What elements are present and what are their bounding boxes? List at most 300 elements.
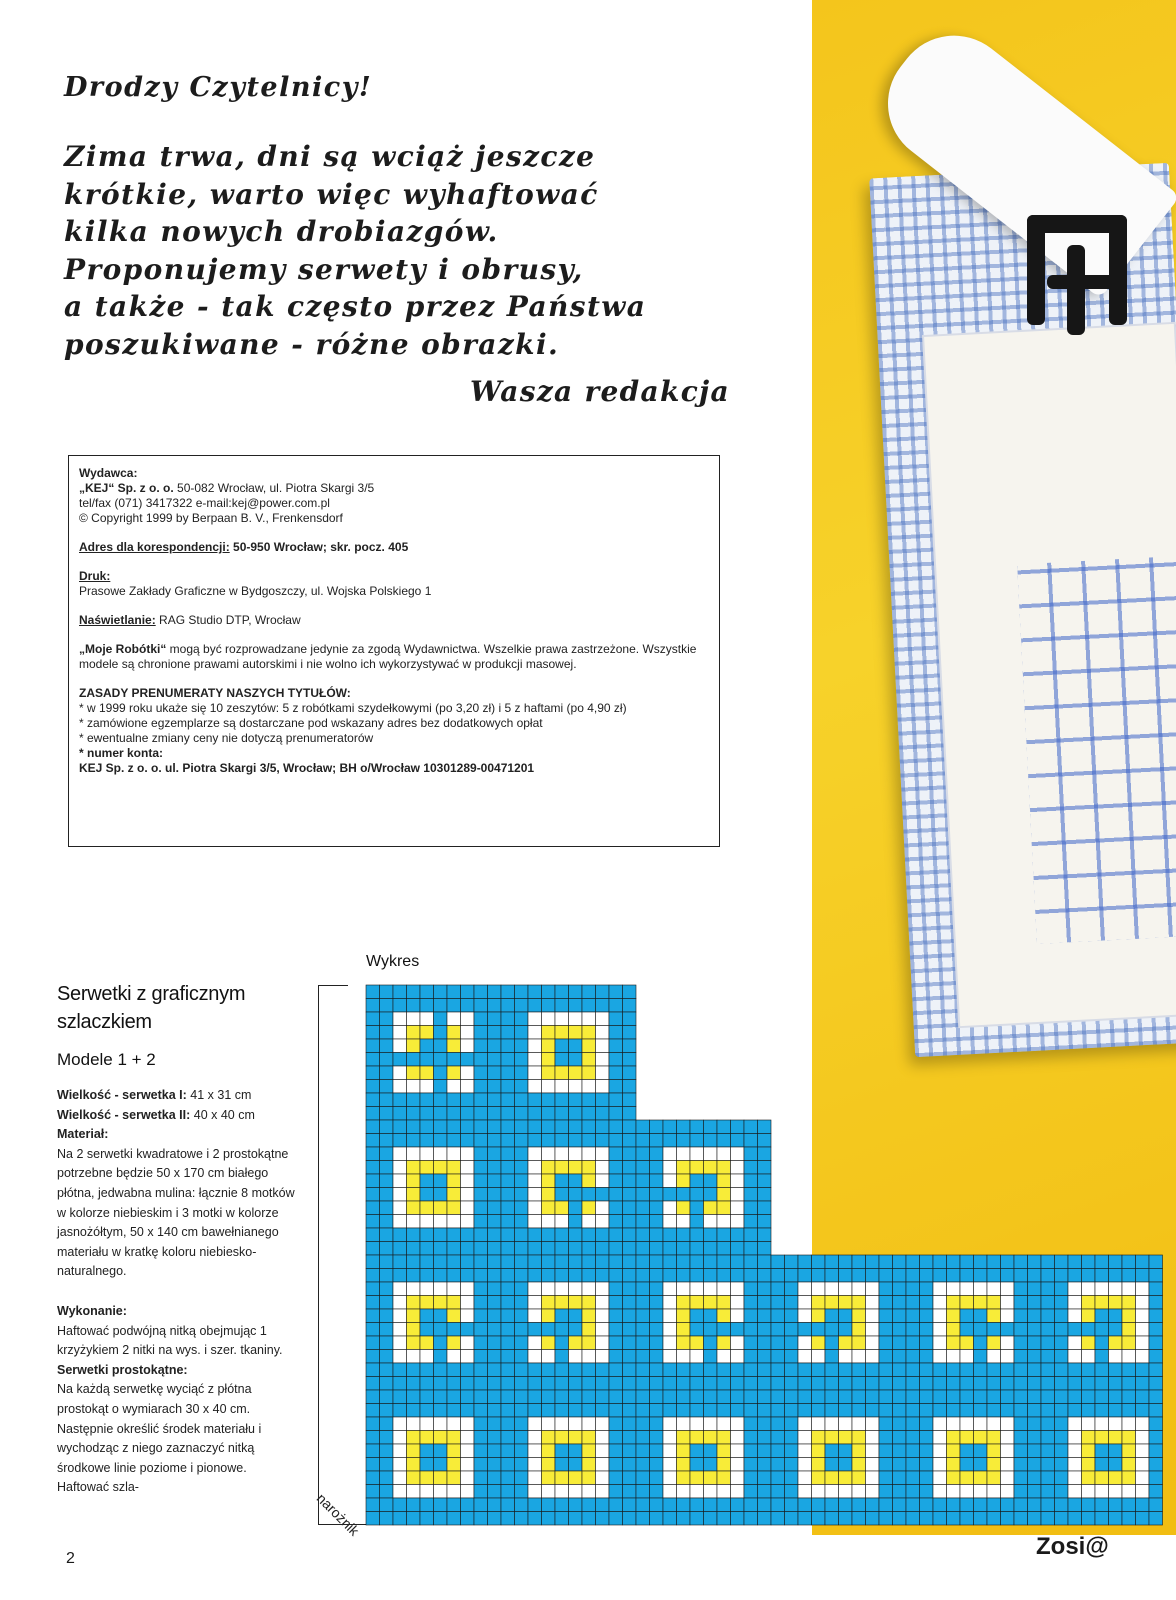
stitch-blue	[474, 1498, 488, 1512]
grid-cell	[461, 1188, 475, 1202]
stitch-blue	[758, 1444, 772, 1458]
stitch-blue	[893, 1363, 907, 1377]
stitch-blue	[1028, 1512, 1042, 1526]
stitch-blue	[623, 1012, 637, 1026]
stitch-blue	[893, 1390, 907, 1404]
stitch-blue	[420, 1444, 434, 1458]
stitch-blue	[771, 1255, 785, 1269]
stitch-blue	[677, 1188, 691, 1202]
stitch-blue	[650, 1485, 664, 1499]
stitch-blue	[704, 1377, 718, 1391]
stitch-blue	[501, 1444, 515, 1458]
stitch-blue	[393, 1242, 407, 1256]
stitch-blue	[650, 1174, 664, 1188]
stitch-blue	[501, 1147, 515, 1161]
stitch-blue	[528, 1255, 542, 1269]
stitch-blue	[1109, 1377, 1123, 1391]
stitch-blue	[1028, 1458, 1042, 1472]
stitch-yellow	[407, 1296, 421, 1310]
stitch-blue	[515, 1039, 529, 1053]
stitch-blue	[636, 1134, 650, 1148]
stitch-blue	[933, 1512, 947, 1526]
stitch-blue	[623, 1255, 637, 1269]
stitch-blue	[447, 1498, 461, 1512]
stitch-yellow	[447, 1161, 461, 1175]
stitch-blue	[771, 1444, 785, 1458]
stitch-blue	[974, 1444, 988, 1458]
stitch-blue	[1122, 1269, 1136, 1283]
stitch-blue	[758, 1296, 772, 1310]
stitch-blue	[474, 1512, 488, 1526]
stitch-blue	[609, 1336, 623, 1350]
grid-cell	[798, 1336, 812, 1350]
stitch-blue	[420, 1363, 434, 1377]
stitch-yellow	[974, 1296, 988, 1310]
stitch-blue	[906, 1390, 920, 1404]
stitch-blue	[1055, 1309, 1069, 1323]
stitch-blue	[488, 1228, 502, 1242]
grid-cell	[798, 1309, 812, 1323]
grid-cell	[461, 1444, 475, 1458]
grid-cell	[420, 1417, 434, 1431]
stitch-blue	[447, 1269, 461, 1283]
stitch-blue	[960, 1404, 974, 1418]
stitch-blue	[609, 1012, 623, 1026]
stitch-blue	[569, 1093, 583, 1107]
stitch-blue	[650, 1458, 664, 1472]
stitch-blue	[474, 1012, 488, 1026]
stitch-blue	[812, 1269, 826, 1283]
grid-cell	[393, 1066, 407, 1080]
stitch-yellow	[1122, 1323, 1136, 1337]
stitch-blue	[1055, 1485, 1069, 1499]
stitch-blue	[623, 1026, 637, 1040]
grid-cell	[1136, 1323, 1150, 1337]
stitch-blue	[366, 1485, 380, 1499]
stitch-blue	[501, 1296, 515, 1310]
grid-cell	[393, 1012, 407, 1026]
subscription-item: * zamówione egzemplarze są dostarczane pod wskazany adres bez dodatkowych opłat	[79, 716, 543, 730]
stitch-blue	[555, 1498, 569, 1512]
stitch-blue	[569, 1404, 583, 1418]
stitch-blue	[650, 1498, 664, 1512]
stitch-blue	[623, 1215, 637, 1229]
stitch-blue	[434, 1323, 448, 1337]
stitch-blue	[515, 1363, 529, 1377]
stitch-blue	[582, 999, 596, 1013]
stitch-blue	[474, 1309, 488, 1323]
stitch-blue	[501, 1215, 515, 1229]
grid-cell	[596, 1026, 610, 1040]
stitch-blue	[501, 1174, 515, 1188]
stitch-blue	[636, 1444, 650, 1458]
stitch-blue	[663, 1255, 677, 1269]
stitch-blue	[798, 1255, 812, 1269]
grid-cell	[596, 1147, 610, 1161]
grid-cell	[528, 1174, 542, 1188]
grid-cell	[393, 1323, 407, 1337]
stitch-blue	[704, 1404, 718, 1418]
grid-cell	[1001, 1458, 1015, 1472]
stitch-blue	[636, 1215, 650, 1229]
stitch-blue	[690, 1404, 704, 1418]
stitch-blue	[1001, 1404, 1015, 1418]
stitch-blue	[542, 1390, 556, 1404]
stitch-yellow	[812, 1471, 826, 1485]
stitch-blue	[744, 1417, 758, 1431]
stitch-blue	[582, 1363, 596, 1377]
stitch-yellow	[434, 1431, 448, 1445]
stitch-blue	[920, 1363, 934, 1377]
stitch-blue	[1055, 1498, 1069, 1512]
grid-cell	[447, 1282, 461, 1296]
stitch-blue	[663, 1228, 677, 1242]
grid-cell	[1001, 1485, 1015, 1499]
size2-label: Wielkość - serwetka II:	[57, 1107, 191, 1122]
stitch-blue	[1001, 1512, 1015, 1526]
stitch-blue	[663, 1269, 677, 1283]
stitch-blue	[636, 1431, 650, 1445]
stitch-blue	[744, 1147, 758, 1161]
stitch-blue	[515, 1350, 529, 1364]
stitch-blue	[582, 985, 596, 999]
stitch-blue	[731, 1269, 745, 1283]
chart-cells	[366, 985, 1163, 1525]
stitch-blue	[771, 1498, 785, 1512]
stitch-blue	[434, 1309, 448, 1323]
stitch-blue	[920, 1282, 934, 1296]
stitch-yellow	[960, 1296, 974, 1310]
grid-cell	[393, 1147, 407, 1161]
stitch-blue	[447, 1390, 461, 1404]
stitch-blue	[1109, 1323, 1123, 1337]
stitch-blue	[366, 1282, 380, 1296]
stitch-blue	[704, 1363, 718, 1377]
stitch-blue	[812, 1363, 826, 1377]
grid-cell	[393, 1174, 407, 1188]
stitch-blue	[771, 1350, 785, 1364]
stitch-yellow	[407, 1471, 421, 1485]
stitch-blue	[366, 985, 380, 999]
stitch-blue	[650, 1296, 664, 1310]
stitch-blue	[663, 1377, 677, 1391]
stitch-blue	[474, 1053, 488, 1067]
stitch-yellow	[852, 1336, 866, 1350]
stitch-yellow	[717, 1296, 731, 1310]
stitch-blue	[987, 1498, 1001, 1512]
stitch-yellow	[839, 1336, 853, 1350]
stitch-blue	[380, 1147, 394, 1161]
grid-cell	[987, 1282, 1001, 1296]
stitch-blue	[1095, 1255, 1109, 1269]
stitch-blue	[582, 1093, 596, 1107]
stitch-blue	[623, 985, 637, 999]
stitch-blue	[366, 1458, 380, 1472]
stitch-blue	[623, 1201, 637, 1215]
stitch-blue	[488, 1296, 502, 1310]
grid-cell	[987, 1417, 1001, 1431]
stitch-blue	[623, 1066, 637, 1080]
grid-cell	[420, 1485, 434, 1499]
grid-cell	[960, 1350, 974, 1364]
stitch-yellow	[690, 1296, 704, 1310]
stitch-blue	[393, 1120, 407, 1134]
stitch-blue	[515, 1228, 529, 1242]
grid-cell	[933, 1458, 947, 1472]
stitch-blue	[933, 1269, 947, 1283]
stitch-blue	[744, 1120, 758, 1134]
grid-cell	[839, 1350, 853, 1364]
stitch-blue	[920, 1309, 934, 1323]
stitch-blue	[366, 1444, 380, 1458]
stitch-yellow	[542, 1188, 556, 1202]
stitch-blue	[1095, 1350, 1109, 1364]
stitch-blue	[636, 1350, 650, 1364]
stitch-blue	[407, 1512, 421, 1526]
stitch-blue	[555, 1255, 569, 1269]
stitch-yellow	[407, 1336, 421, 1350]
stitch-blue	[393, 1269, 407, 1283]
stitch-blue	[501, 1282, 515, 1296]
stitch-blue	[906, 1512, 920, 1526]
stitch-blue	[771, 1512, 785, 1526]
stitch-blue	[474, 985, 488, 999]
stitch-yellow	[420, 1336, 434, 1350]
stitch-blue	[906, 1336, 920, 1350]
stitch-yellow	[407, 1039, 421, 1053]
grid-cell	[542, 1350, 556, 1364]
stitch-yellow	[542, 1066, 556, 1080]
stitch-yellow	[542, 1174, 556, 1188]
stitch-blue	[920, 1512, 934, 1526]
stitch-blue	[623, 1282, 637, 1296]
stitch-blue	[839, 1377, 853, 1391]
stitch-blue	[515, 999, 529, 1013]
stitch-blue	[501, 1485, 515, 1499]
page-number: 2	[66, 1550, 75, 1567]
stitch-yellow	[542, 1444, 556, 1458]
grid-cell	[569, 1485, 583, 1499]
stitch-blue	[731, 1390, 745, 1404]
grid-cell	[407, 1215, 421, 1229]
stitch-blue	[366, 1498, 380, 1512]
stitch-blue	[380, 1215, 394, 1229]
stitch-blue	[1014, 1498, 1028, 1512]
stitch-blue	[636, 1404, 650, 1418]
stitch-blue	[825, 1512, 839, 1526]
stitch-blue	[1014, 1269, 1028, 1283]
stitch-blue	[555, 1350, 569, 1364]
grid-cell	[407, 1147, 421, 1161]
stitch-yellow	[704, 1201, 718, 1215]
stitch-blue	[528, 1269, 542, 1283]
stitch-blue	[501, 1363, 515, 1377]
stitch-blue	[731, 1228, 745, 1242]
grid-cell	[1136, 1444, 1150, 1458]
grid-cell	[582, 1417, 596, 1431]
stitch-yellow	[447, 1174, 461, 1188]
stitch-blue	[461, 1269, 475, 1283]
grid-cell	[461, 1309, 475, 1323]
stitch-blue	[731, 1134, 745, 1148]
stitch-blue	[717, 1390, 731, 1404]
stitch-blue	[650, 1390, 664, 1404]
stitch-blue	[771, 1404, 785, 1418]
stitch-blue	[650, 1282, 664, 1296]
stitch-blue	[920, 1350, 934, 1364]
stitch-blue	[488, 1336, 502, 1350]
stitch-blue	[474, 1350, 488, 1364]
stitch-blue	[542, 1093, 556, 1107]
stitch-blue	[366, 1363, 380, 1377]
stitch-blue	[1149, 1444, 1163, 1458]
stitch-blue	[380, 1471, 394, 1485]
grid-cell	[933, 1431, 947, 1445]
stitch-blue	[1041, 1363, 1055, 1377]
stitch-blue	[1068, 1269, 1082, 1283]
exposure-value: RAG Studio DTP, Wrocław	[155, 613, 301, 627]
stitch-blue	[447, 1242, 461, 1256]
stitch-blue	[825, 1309, 839, 1323]
stitch-blue	[380, 1431, 394, 1445]
grid-cell	[852, 1350, 866, 1364]
stitch-blue	[488, 1363, 502, 1377]
stitch-blue	[488, 1309, 502, 1323]
grid-cell	[1095, 1417, 1109, 1431]
stitch-blue	[555, 1363, 569, 1377]
stitch-blue	[474, 1323, 488, 1337]
stitch-yellow	[812, 1336, 826, 1350]
grid-cell	[569, 1350, 583, 1364]
stitch-blue	[1014, 1296, 1028, 1310]
grid-cell	[960, 1485, 974, 1499]
stitch-blue	[650, 1512, 664, 1526]
stitch-blue	[474, 1417, 488, 1431]
stitch-blue	[420, 1309, 434, 1323]
stitch-blue	[893, 1471, 907, 1485]
stitch-blue	[987, 1377, 1001, 1391]
stitch-blue	[488, 999, 502, 1013]
stitch-blue	[501, 1404, 515, 1418]
stitch-blue	[785, 1323, 799, 1337]
stitch-blue	[407, 1390, 421, 1404]
stitch-blue	[825, 1336, 839, 1350]
stitch-blue	[569, 1201, 583, 1215]
stitch-blue	[812, 1498, 826, 1512]
stitch-blue	[879, 1404, 893, 1418]
stitch-yellow	[420, 1201, 434, 1215]
grid-cell	[1068, 1458, 1082, 1472]
stitch-blue	[879, 1390, 893, 1404]
grid-cell	[461, 1417, 475, 1431]
stitch-blue	[758, 1417, 772, 1431]
stitch-blue	[515, 1134, 529, 1148]
grid-cell	[461, 1174, 475, 1188]
stitch-yellow	[582, 1431, 596, 1445]
grid-cell	[933, 1323, 947, 1337]
grid-cell	[434, 1147, 448, 1161]
publisher-address: 50-082 Wrocław, ul. Piotra Skargi 3/5	[173, 481, 375, 495]
stitch-blue	[542, 1498, 556, 1512]
stitch-yellow	[704, 1431, 718, 1445]
grid-cell	[461, 1039, 475, 1053]
grid-cell	[447, 1080, 461, 1094]
stitch-blue	[569, 1255, 583, 1269]
grid-cell	[447, 1147, 461, 1161]
stitch-blue	[650, 1444, 664, 1458]
stitch-blue	[933, 1498, 947, 1512]
stitch-blue	[893, 1377, 907, 1391]
grid-cell	[866, 1485, 880, 1499]
stitch-blue	[488, 1458, 502, 1472]
grid-cell	[731, 1458, 745, 1472]
stitch-blue	[461, 1498, 475, 1512]
stitch-blue	[434, 999, 448, 1013]
stitch-blue	[650, 1201, 664, 1215]
stitch-blue	[650, 1242, 664, 1256]
stitch-blue	[609, 985, 623, 999]
stitch-blue	[758, 1512, 772, 1526]
grid-cell	[663, 1161, 677, 1175]
stitch-blue	[1095, 1444, 1109, 1458]
stitch-blue	[515, 1107, 529, 1121]
stitch-blue	[866, 1404, 880, 1418]
grid-cell	[947, 1350, 961, 1364]
stitch-blue	[515, 1026, 529, 1040]
rights-text: mogą być rozprowadzane jedynie za zgodą Wydawnictwa. Wszelkie prawa zastrzeżone. Wszystkie modele są chronione prawami autorskimi i nie wolno ich wykorzystywać w produkcji masowej.	[79, 642, 697, 671]
stitch-blue	[393, 1093, 407, 1107]
stitch-yellow	[569, 1296, 583, 1310]
stitch-blue	[582, 1107, 596, 1121]
stitch-blue	[366, 1174, 380, 1188]
stitch-blue	[771, 1377, 785, 1391]
grid-cell	[1001, 1471, 1015, 1485]
stitch-yellow	[582, 1296, 596, 1310]
stitch-blue	[744, 1390, 758, 1404]
stitch-yellow	[569, 1026, 583, 1040]
stitch-blue	[771, 1296, 785, 1310]
stitch-blue	[420, 1269, 434, 1283]
stitch-yellow	[987, 1431, 1001, 1445]
stitch-blue	[461, 1242, 475, 1256]
stitch-blue	[380, 1026, 394, 1040]
grid-cell	[690, 1417, 704, 1431]
grid-cell	[1068, 1444, 1082, 1458]
grid-cell	[663, 1417, 677, 1431]
stitch-blue	[569, 1269, 583, 1283]
stitch-blue	[677, 1404, 691, 1418]
stitch-blue	[974, 1269, 988, 1283]
stitch-blue	[380, 1134, 394, 1148]
grid-cell	[663, 1309, 677, 1323]
stitch-blue	[380, 1390, 394, 1404]
stitch-yellow	[825, 1471, 839, 1485]
stitch-blue	[758, 1242, 772, 1256]
stitch-blue	[1149, 1336, 1163, 1350]
stitch-blue	[1055, 1336, 1069, 1350]
stitch-blue	[893, 1498, 907, 1512]
stitch-blue	[569, 1228, 583, 1242]
stitch-yellow	[677, 1471, 691, 1485]
stitch-blue	[515, 1161, 529, 1175]
stitch-blue	[704, 1350, 718, 1364]
grid-cell	[393, 1458, 407, 1472]
stitch-blue	[515, 1417, 529, 1431]
stitch-blue	[569, 1134, 583, 1148]
stitch-blue	[447, 999, 461, 1013]
stitch-blue	[1014, 1485, 1028, 1499]
stitch-yellow	[555, 1471, 569, 1485]
